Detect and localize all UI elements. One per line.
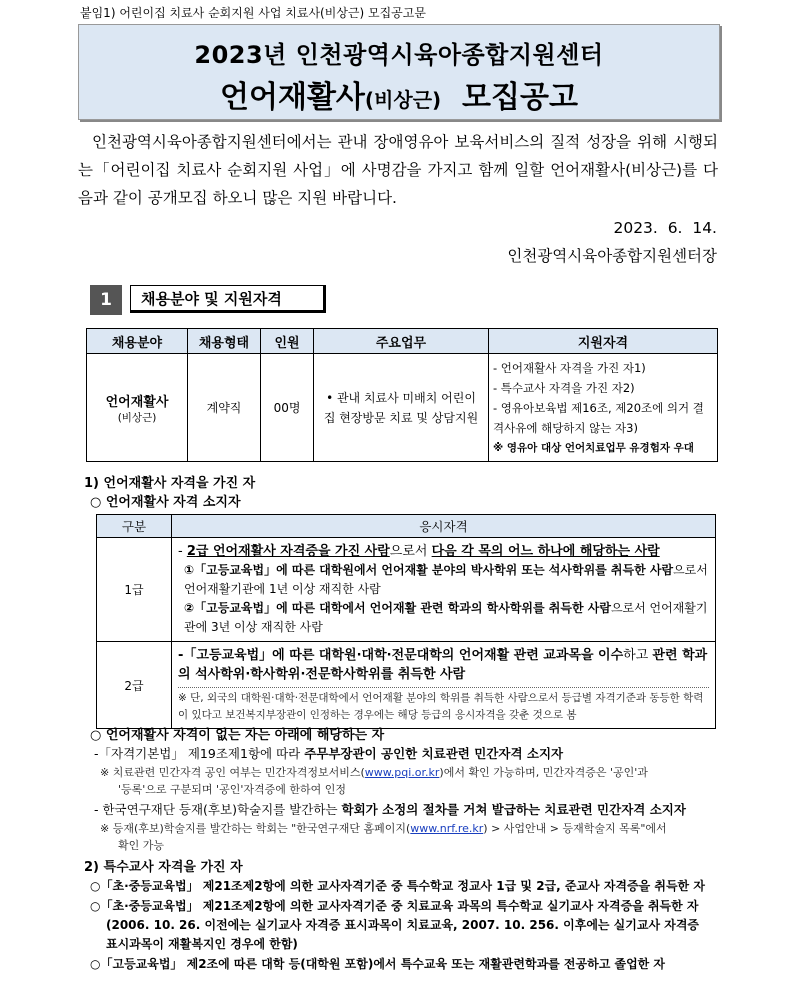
sub2-item2: ○「초·중등교육법」 제21조제2항에 의한 교사자격기준 중 치료교육 과목의 특수학교 실기교사 자격증을 취득한 자: [90, 899, 699, 913]
sub1-sub: ○ 언어재활사 자격 소지자: [90, 495, 241, 510]
title-end: 모집공고: [441, 80, 578, 115]
no-license-note1: [100, 764, 648, 781]
g1-item1-b: ①「고등교육법」에 따른 대학원에서 언어재활 분야의 박사학위 또는 석사학위를 취득한 사람: [184, 563, 674, 577]
sub2-item3: ○「고등교육법」 제2조에 따른 대학 등(대학원 포함)에서 특수교육 또는 재활관련학과를 전공하고 졸업한 자: [90, 957, 666, 971]
g2-note: ※ 단, 외국의 대학원·대학·전문대학에서 언어재활 분야의 학위를 취득한 사람으로서 등급별 자격기준과 동등한 학력이 있다고 보건복지부장관이 인정하는 경우에는 해당 등급의 응시자격을 갖춘 것으로 봄: [178, 687, 709, 724]
g1-main-u2: 다음 각 목의 어느 하나에 해당하는 사람: [431, 544, 660, 559]
sub2-item2-cont: (2006. 10. 26. 이전에는 실기교사 자격증 표시과목이 치료교육, 2007. 10. 256. 이후에는 실기교사 자격증: [106, 918, 700, 932]
table-row: [97, 538, 716, 642]
field-sub: (비상근): [117, 411, 157, 424]
qual-item: - 영유아보육법 제16조, 제20조에 의거 결격사유에 해당하지 않는 자3): [493, 400, 704, 435]
n1b: )에서 확인 가능하며, 민간자격증은 '공인'과: [439, 766, 648, 779]
g2-main-b: -「고등교육법」에 따른 대학원·대학·전문대학의 언어재활 관련 교과목을 이수: [178, 648, 624, 663]
header-requirement: 응시자격: [172, 515, 716, 538]
qual-item: - 특수교사 자격을 가진 자2): [493, 380, 635, 395]
g1-main-mid: 으로서: [389, 544, 432, 559]
qualification-table: [96, 514, 716, 729]
table-row: [97, 642, 716, 729]
title-line2: [79, 72, 719, 116]
qualification-cell: [489, 354, 718, 462]
sub2-item2-cont2: 표시과목이 재활복지인 경우에 한함): [106, 937, 298, 951]
g1-main-u: 2급 언어재활사 자격증을 가진 사람: [186, 544, 390, 559]
no-license-item1: [94, 744, 563, 762]
g1-main: - 2급 언어재활사 자격증을 가진 사람으로서 다음 각 목의 어느 하나에 해당하는 사람: [178, 544, 660, 559]
count-cell: 00명: [261, 354, 314, 462]
g1-item1: [178, 561, 709, 599]
recruitment-table: [86, 328, 718, 462]
header-field: 채용분야: [87, 329, 188, 354]
intro-paragraph: 인천광역시육아종합지원센터에서는 관내 장애영유아 보육서비스의 질적 성장을 위해 시행되는「어린이집 치료사 순회지원 사업」에 사명감을 가지고 함께 일할 언어재활사(비상근)를 다음과 같이 공개모집 하오니 많은 지원 바랍니다.: [78, 133, 718, 207]
title-box: [78, 24, 720, 120]
header-count: 인원: [261, 329, 314, 354]
section-title: 채용분야 및 지원자격: [130, 285, 326, 313]
no-license-note1-cont: '등록'으로 구분되며 '공인'자격증에 한하여 인정: [118, 783, 346, 796]
grade-1-requirement: [172, 538, 716, 642]
announcement-date: 2023. 6. 14.: [613, 219, 717, 237]
nl2-b: 학회가 소정의 절차를 거쳐 발급하는 치료관련 민간자격 소지자: [341, 802, 686, 817]
title-main: 언어재활사: [220, 80, 365, 115]
sub2-item1: ○「초·중등교육법」 제21조제2항에 의한 교사자격기준 중 특수학교 정교사 1급 및 2급, 준교사 자격증을 취득한 자: [90, 879, 705, 893]
no-license-note2-cont: 확인 가능: [118, 839, 165, 852]
g1-item2: [178, 599, 709, 637]
g2-main-n: 하고: [623, 648, 653, 663]
g1-item2-n: 으로서 언어재활기관에 3년 이상 재직한 사람: [184, 601, 708, 634]
title-line1: 2023년 인천광역시육아종합지원센터: [194, 41, 604, 69]
title-small: (비상근): [364, 88, 442, 112]
nrf-link[interactable]: www.nrf.re.kr: [410, 822, 484, 835]
table-header-row: [87, 329, 718, 354]
nl2-n: - 한국연구재단 등재(후보)학술지를 발간하는: [94, 802, 342, 817]
pqi-link[interactable]: www.pqi.or.kr: [364, 766, 440, 779]
header-duty: 주요업무: [314, 329, 489, 354]
g2-main: [178, 646, 709, 684]
g1-item2-b: ②「고등교육법」에 따른 대학에서 언어재활 관련 학과의 학사학위를 취득한 사람: [184, 601, 611, 615]
no-license-note2: [100, 820, 667, 837]
sub2-heading: 2) 특수교사 자격을 가진 자: [84, 860, 243, 875]
n1a: ※ 치료관련 민간자격 공인 여부는 민간자격정보서비스(: [100, 766, 365, 779]
no-license-heading: ○ 언어재활사 자격이 없는 자는 아래에 해당하는 자: [90, 728, 385, 743]
header-grade: 구분: [97, 515, 172, 538]
header-type: 채용형태: [188, 329, 261, 354]
nl1-n: -「자격기본법」 제19조제1항에 따라: [94, 746, 305, 761]
qual-item: - 언어재활사 자격을 가진 자1): [493, 360, 646, 375]
sub1-heading: 1) 언어재활사 자격을 가진 자: [84, 476, 256, 491]
grade-2-requirement: [172, 642, 716, 729]
g1-item1-n: 으로서 언어재활기관에 1년 이상 재직한 사람: [184, 563, 708, 596]
table-row: [87, 354, 718, 462]
table-header-row: [97, 515, 716, 538]
duty-cell: • 관내 치료사 미배치 어린이집 현장방문 치료 및 상담지원: [314, 354, 489, 462]
attachment-label: 붙임1) 어린이집 치료사 순회지원 사업 치료사(비상근) 모집공고문: [80, 6, 426, 20]
nl1-b: 주무부장관이 공인한 치료관련 민간자격 소지자: [304, 746, 564, 761]
organization-name: 인천광역시육아종합지원센터장: [507, 247, 717, 265]
n2a: ※ 등재(후보)학술지를 발간하는 학회는 "한국연구재단 홈페이지(: [100, 822, 411, 835]
n2b: ) > 사업안내 > 등재학술지 목록"에서: [483, 822, 667, 835]
grade-2: 2급: [97, 642, 172, 729]
type-cell: 계약직: [188, 354, 261, 462]
field-name: 언어재활사: [105, 394, 169, 410]
g2-main-b2: 관련 학과의 석사학위·학사학위·전문학사학위를 취득한 사람: [178, 648, 708, 682]
grade-1: 1급: [97, 538, 172, 642]
section-number: 1: [90, 285, 122, 315]
qual-note: ※ 영유아 대상 언어치료업무 유경험자 우대: [493, 441, 694, 454]
header-qualification: 지원자격: [489, 329, 718, 354]
no-license-item2: [94, 800, 686, 818]
field-cell: [87, 354, 188, 462]
